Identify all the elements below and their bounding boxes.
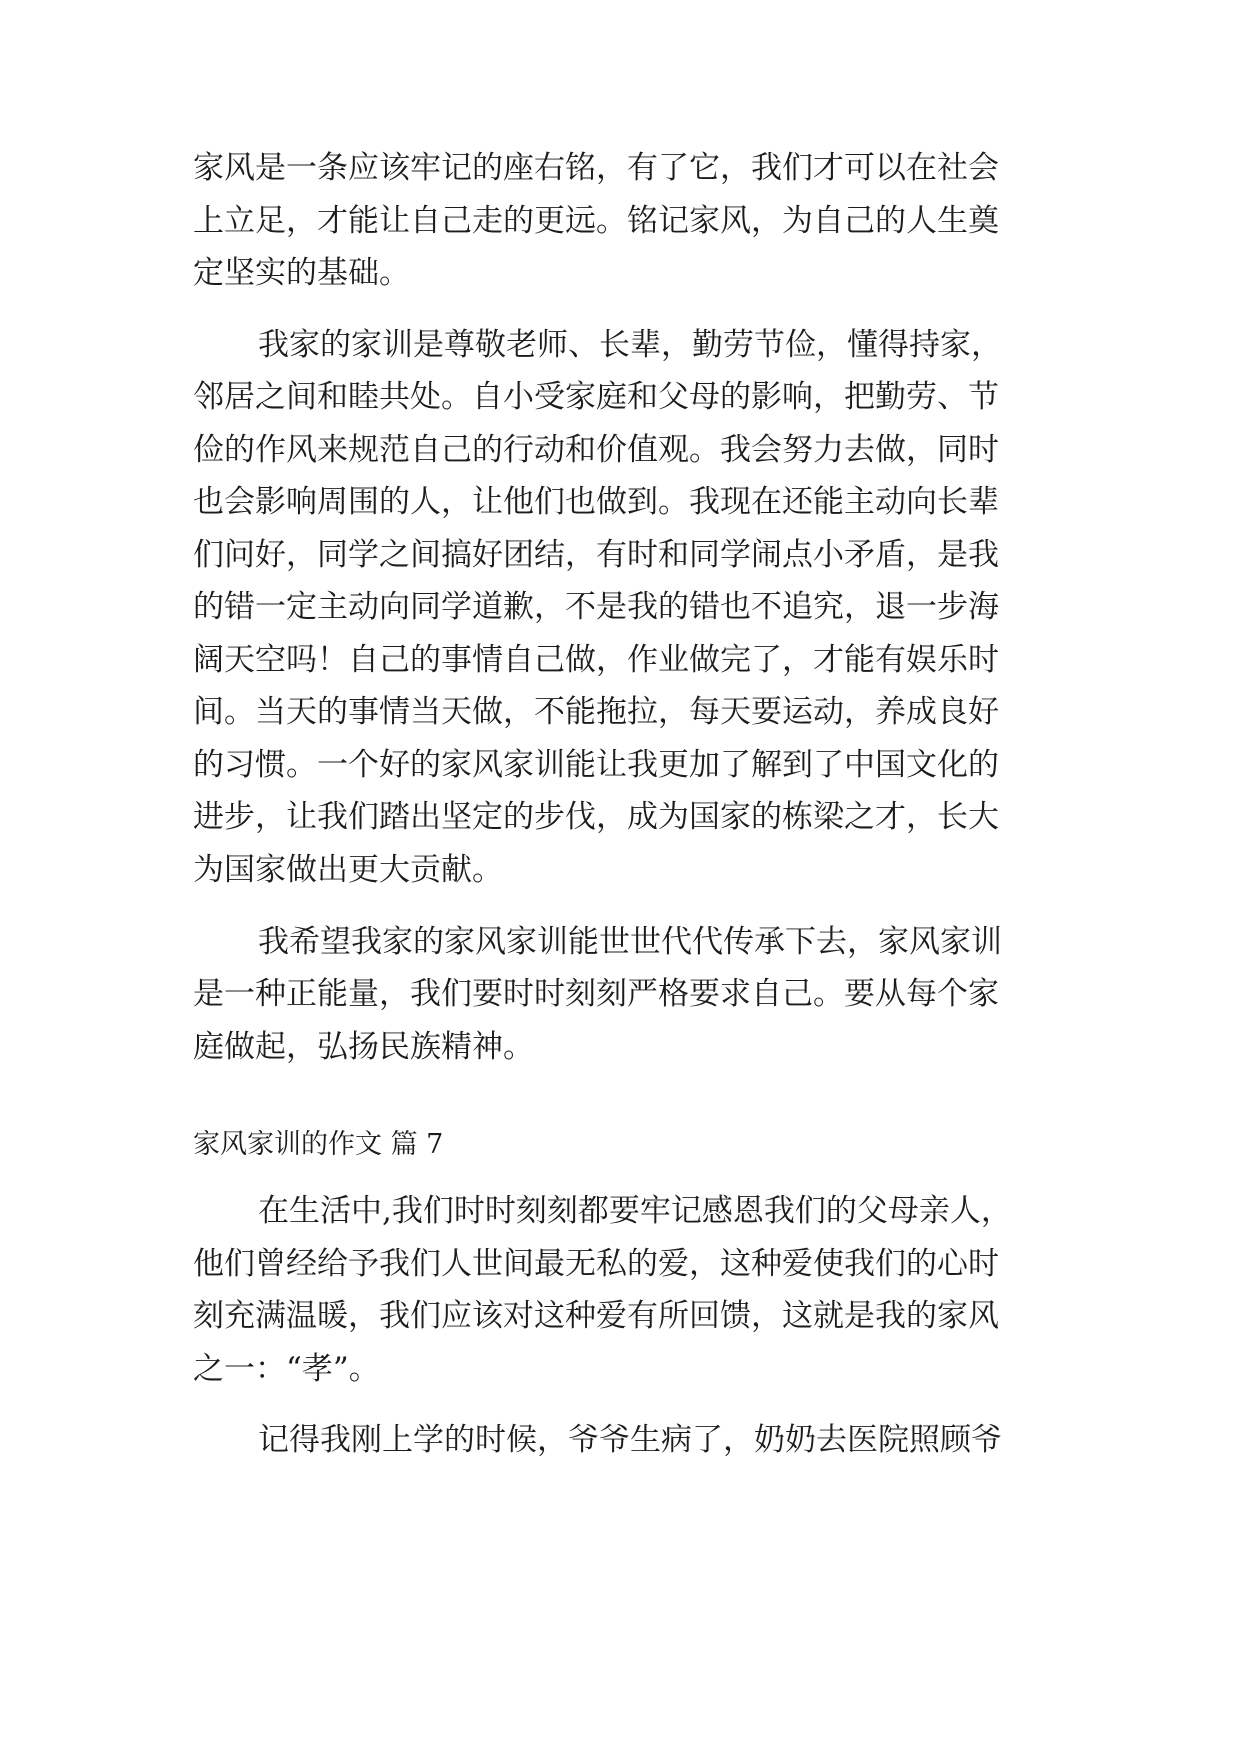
- text-line: 我希望我家的家风家训能世世代代传承下去，家风家训: [258, 924, 1002, 960]
- text-line: 定坚实的基础。: [193, 255, 410, 291]
- text-line: 也会影响周围的人，让他们也做到。我现在还能主动向长辈: [193, 484, 999, 520]
- text-line: 家风是一条应该牢记的座右铭，有了它，我们才可以在社会: [193, 150, 999, 186]
- text-line: 间。当天的事情当天做，不能拖拉，每天要运动，养成良好: [193, 694, 999, 730]
- text-line: 之一：“孝”。: [193, 1351, 380, 1387]
- text-line: 上立足，才能让自己走的更远。铭记家风，为自己的人生奠: [193, 203, 999, 239]
- text-line: 我家的家训是尊敬老师、长辈，勤劳节俭，懂得持家，: [258, 327, 1002, 363]
- text-line: 记得我刚上学的时候，爷爷生病了，奶奶去医院照顾爷: [258, 1422, 1002, 1458]
- text-line: 的习惯。一个好的家风家训能让我更加了解到了中国文化的: [193, 747, 999, 783]
- text-line: 进步，让我们踏出坚定的步伐，成为国家的栋梁之才，长大: [193, 799, 999, 835]
- text-line: 的错一定主动向同学道歉，不是我的错也不追究，退一步海: [193, 589, 999, 625]
- text-line: 庭做起，弘扬民族精神。: [193, 1029, 534, 1065]
- text-line: 为国家做出更大贡献。: [193, 852, 503, 888]
- text-line: 刻充满温暖，我们应该对这种爱有所回馈，这就是我的家风: [193, 1298, 999, 1334]
- text-line: 们问好，同学之间搞好团结，有时和同学闹点小矛盾，是我: [193, 537, 999, 573]
- text-line: 是一种正能量，我们要时时刻刻严格要求自己。要从每个家: [193, 976, 999, 1012]
- text-line: 阔天空吗！自己的事情自己做，作业做完了，才能有娱乐时: [193, 642, 999, 678]
- text-line: 在生活中,我们时时刻刻都要牢记感恩我们的父母亲人，: [258, 1193, 1012, 1229]
- text-line: 俭的作风来规范自己的行动和价值观。我会努力去做，同时: [193, 432, 999, 468]
- text-line: 他们曾经给予我们人世间最无私的爱，这种爱使我们的心时: [193, 1246, 999, 1282]
- section-heading: 家风家训的作文 篇 7: [193, 1129, 444, 1160]
- text-line: 邻居之间和睦共处。自小受家庭和父母的影响，把勤劳、节: [193, 379, 999, 415]
